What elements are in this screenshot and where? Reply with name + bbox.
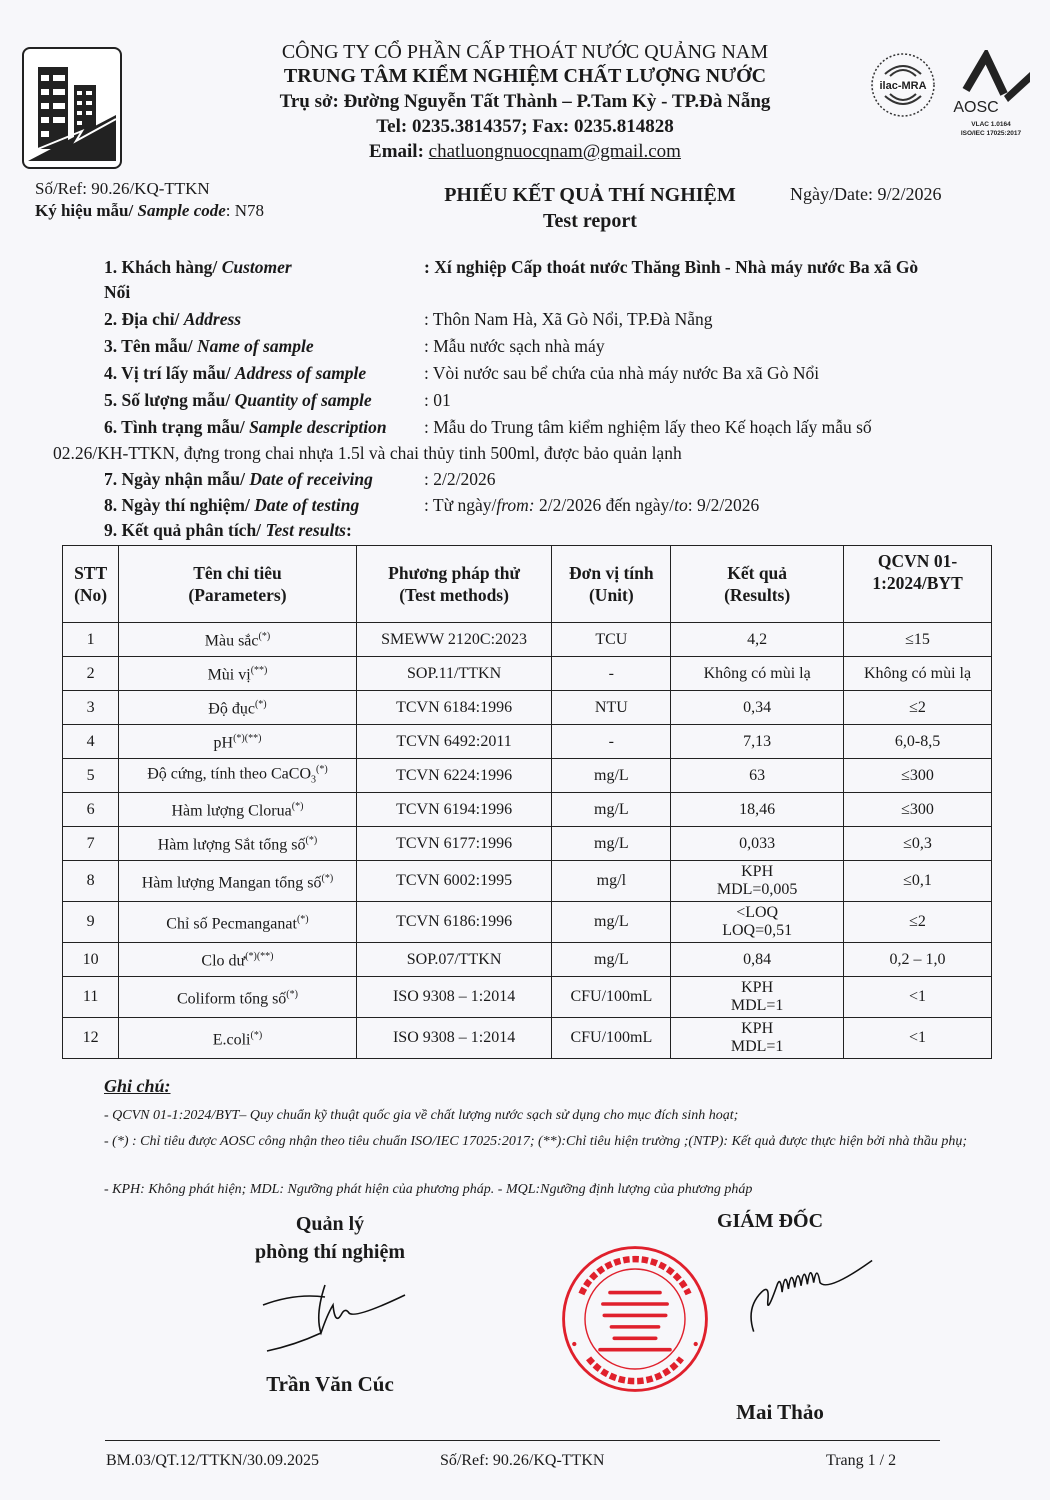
cell-unit: mg/L <box>552 902 671 943</box>
aosc-icon <box>946 50 1036 140</box>
email-label: Email: <box>369 141 424 162</box>
cell-limit: ≤300 <box>844 793 992 827</box>
cell-unit: - <box>552 725 671 759</box>
lab-manager-name: Trần Văn Cúc <box>266 1372 394 1396</box>
cell-parameter: Hàm lượng Mangan tổng số(*) <box>119 861 356 902</box>
sample-code-label-en: Sample code <box>137 201 226 220</box>
lab-manager-signature <box>255 1275 415 1365</box>
header-parameters: Tên chỉ tiêu (Parameters) <box>119 546 356 623</box>
cell-method: ISO 9308 – 1:2014 <box>356 1018 552 1059</box>
header-standard: QCVN 01- 1:2024/BYT <box>844 546 992 623</box>
footer-divider <box>105 1440 940 1441</box>
lab-manager-title: Quản lý phòng thí nghiệm <box>254 1213 406 1263</box>
cell-result: KPH MDL=0,005 <box>671 861 844 902</box>
cell-result: 18,46 <box>671 793 844 827</box>
cell-method: TCVN 6492:2011 <box>356 725 552 759</box>
table-row <box>63 977 992 1018</box>
header-results: Kết quả (Results) <box>671 546 844 623</box>
info-address-value: : Thôn Nam Hà, Xã Gò Nổi, TP.Đà Nẵng <box>424 309 713 329</box>
info-testing-value: : Từ ngày/from: 2/2/2026 đến ngày/to: 9/2/2026 <box>424 495 760 515</box>
cell-result: 0,34 <box>671 691 844 725</box>
cell-parameter: Coliform tổng số(*) <box>119 977 356 1018</box>
footer-page-number: Trang 1 / 2 <box>826 1452 897 1469</box>
cell-no: 12 <box>63 1018 119 1059</box>
table-row <box>63 759 992 793</box>
table-row <box>63 1018 992 1059</box>
cell-parameter: Hàm lượng Sắt tổng số(*) <box>119 827 356 861</box>
cell-parameter: Hàm lượng Clorua(*) <box>119 793 356 827</box>
cell-unit: mg/l <box>552 861 671 902</box>
cell-no: 11 <box>63 977 119 1018</box>
table-row <box>63 827 992 861</box>
cell-no: 1 <box>63 623 119 657</box>
cell-unit: mg/L <box>552 827 671 861</box>
cell-limit: 6,0-8,5 <box>844 725 992 759</box>
cell-parameter: Độ đục(*) <box>119 691 356 725</box>
results-table <box>62 545 992 1059</box>
sample-code-label: Ký hiệu mẫu/ <box>35 201 134 220</box>
cell-parameter: pH(*)(**) <box>119 725 356 759</box>
cell-parameter: Độ cứng, tính theo CaCO$_3$(*) <box>119 759 356 793</box>
info-customer-value: : Xí nghiệp Cấp thoát nước Thăng Bình - Nhà máy nước Ba xã Gò <box>424 257 919 277</box>
company-name: CÔNG TY CỔ PHẦN CẤP THOÁT NƯỚC QUẢNG NAM <box>281 41 769 63</box>
cell-limit: <1 <box>844 977 992 1018</box>
report-date: Ngày/Date: 9/2/2026 <box>790 184 942 204</box>
header-no: STT (No) <box>63 546 119 623</box>
note-item: - (*) : Chỉ tiêu được AOSC công nhận theo tiêu chuẩn ISO/IEC 17025:2017; (**):Chỉ tiêu hiện trường ;(NTP): Kết quả được thực hiện bởi nhà thầu phụ; <box>104 1134 968 1149</box>
cell-limit: ≤0,1 <box>844 861 992 902</box>
cell-unit: TCU <box>552 623 671 657</box>
cell-limit: <1 <box>844 1018 992 1059</box>
iso-label: ISO/IEC 17025:2017 <box>960 130 1022 137</box>
ref-number: Số/Ref: 90.26/KQ-TTKN <box>35 179 210 198</box>
cell-unit: - <box>552 657 671 691</box>
header-unit: Đơn vị tính (Unit) <box>552 546 671 623</box>
director-signature <box>730 1250 880 1350</box>
info-description-label: 6. Tình trạng mẫu/ Sample description <box>104 417 387 437</box>
director-title: GIÁM ĐỐC <box>716 1210 824 1232</box>
cell-parameter: Mùi vị(**) <box>119 657 356 691</box>
cell-limit: ≤2 <box>844 691 992 725</box>
cell-parameter: E.coli(*) <box>119 1018 356 1059</box>
cell-result: 4,2 <box>671 623 844 657</box>
table-row <box>63 902 992 943</box>
company-stamp <box>560 1244 710 1394</box>
header-phone: Tel: 0235.3814357; Fax: 0235.814828 <box>376 116 674 137</box>
info-description-wrap: 02.26/KH-TTKN, đựng trong chai nhựa 1.5l và chai thủy tinh 500ml, được bảo quản lạnh <box>53 443 682 463</box>
footer-form-code: BM.03/QT.12/TTKN/30.09.2025 <box>106 1452 320 1469</box>
director-name: Mai Thảo <box>736 1400 824 1424</box>
vlac-label: VLAC 1.0164 <box>971 121 1011 128</box>
sample-code-value: : N78 <box>225 201 265 220</box>
cell-method: ISO 9308 – 1:2014 <box>356 977 552 1018</box>
header-address: Trụ sở: Đường Nguyễn Tất Thành – P.Tam Kỳ - TP.Đà Nẵng <box>279 91 771 112</box>
cell-result: Không có mùi lạ <box>671 657 844 691</box>
cell-no: 2 <box>63 657 119 691</box>
table-row <box>63 793 992 827</box>
cell-result: KPH MDL=1 <box>671 1018 844 1059</box>
notes-title: Ghi chú: <box>104 1076 171 1096</box>
cell-result: 0,84 <box>671 943 844 977</box>
email-link[interactable]: chatluongnuocqnam@gmail.com <box>428 141 681 162</box>
report-title-en: Test report <box>543 210 637 232</box>
info-customer-label: 1. Khách hàng/ Customer <box>104 257 292 277</box>
cell-no: 9 <box>63 902 119 943</box>
cell-method: TCVN 6224:1996 <box>356 759 552 793</box>
cell-parameter: Clo dư(*)(**) <box>119 943 356 977</box>
footer-ref: Số/Ref: 90.26/KQ-TTKN <box>440 1452 605 1469</box>
header-email-line <box>180 140 870 164</box>
note-item: - KPH: Không phát hiện; MDL: Ngưỡng phát hiện của phương pháp. - MQL:Ngưỡng định lượng của phương pháp <box>104 1182 753 1197</box>
table-row <box>63 943 992 977</box>
info-sample-location-value: : Vòi nước sau bể chứa của nhà máy nước Ba xã Gò Nổi <box>424 363 820 383</box>
cell-limit: ≤0,3 <box>844 827 992 861</box>
company-logo <box>22 47 122 169</box>
building-logo-icon <box>24 49 120 167</box>
info-receiving-value: : 2/2/2026 <box>424 469 496 489</box>
cell-limit: 0,2 – 1,0 <box>844 943 992 977</box>
table-row <box>63 861 992 902</box>
info-results-label: 9. Kết quả phân tích/ Test results: <box>104 520 352 540</box>
cell-no: 7 <box>63 827 119 861</box>
table-row <box>63 725 992 759</box>
info-description-value: : Mẫu do Trung tâm kiểm nghiệm lấy theo Kế hoạch lấy mẫu số <box>424 417 872 437</box>
table-row <box>63 623 992 657</box>
cell-result: KPH MDL=1 <box>671 977 844 1018</box>
info-sample-name-value: : Mẫu nước sạch nhà máy <box>424 336 605 356</box>
cell-no: 8 <box>63 861 119 902</box>
table-header-row <box>63 546 992 623</box>
sample-code-line <box>35 200 264 222</box>
cell-unit: mg/L <box>552 759 671 793</box>
info-sample-location-label: 4. Vị trí lấy mẫu/ Address of sample <box>104 363 367 383</box>
center-name: TRUNG TÂM KIỂM NGHIỆM CHẤT LƯỢNG NƯỚC <box>283 65 767 87</box>
info-receiving-label: 7. Ngày nhận mẫu/ Date of receiving <box>104 469 373 489</box>
cell-method: TCVN 6194:1996 <box>356 793 552 827</box>
cell-result: <LOQ LOQ=0,51 <box>671 902 844 943</box>
ref-block <box>35 178 264 222</box>
cell-unit: mg/L <box>552 943 671 977</box>
cell-no: 5 <box>63 759 119 793</box>
ilac-label: ilac-MRA <box>879 80 927 92</box>
cell-unit: CFU/100mL <box>552 977 671 1018</box>
cell-method: TCVN 6177:1996 <box>356 827 552 861</box>
cell-unit: mg/L <box>552 793 671 827</box>
cell-limit: Không có mùi lạ <box>844 657 992 691</box>
ilac-mra-icon <box>870 52 936 118</box>
cell-no: 4 <box>63 725 119 759</box>
cell-limit: ≤2 <box>844 902 992 943</box>
cell-unit: NTU <box>552 691 671 725</box>
cell-unit: CFU/100mL <box>552 1018 671 1059</box>
info-customer-wrap: Nối <box>104 282 131 302</box>
aosc-logo <box>946 50 1036 140</box>
report-title <box>420 182 760 234</box>
cell-result: 63 <box>671 759 844 793</box>
cell-method: TCVN 6186:1996 <box>356 902 552 943</box>
table-row <box>63 657 992 691</box>
cell-no: 10 <box>63 943 119 977</box>
cell-limit: ≤15 <box>844 623 992 657</box>
info-quantity-value: : 01 <box>424 390 451 410</box>
cell-method: TCVN 6002:1995 <box>356 861 552 902</box>
cell-result: 7,13 <box>671 725 844 759</box>
info-sample-name-label: 3. Tên mẫu/ Name of sample <box>104 336 314 356</box>
info-address-label: 2. Địa chỉ/ Address <box>104 309 242 329</box>
table-row <box>63 691 992 725</box>
cell-method: SOP.11/TTKN <box>356 657 552 691</box>
cell-result: 0,033 <box>671 827 844 861</box>
cell-no: 6 <box>63 793 119 827</box>
report-title-vn: PHIẾU KẾT QUẢ THÍ NGHIỆM <box>444 184 736 206</box>
header-methods: Phương pháp thử (Test methods) <box>356 546 552 623</box>
cell-limit: ≤300 <box>844 759 992 793</box>
cell-no: 3 <box>63 691 119 725</box>
cell-parameter: Chỉ số Pecmanganat(*) <box>119 902 356 943</box>
info-testing-label: 8. Ngày thí nghiệm/ Date of testing <box>104 495 360 515</box>
cell-method: SMEWW 2120C:2023 <box>356 623 552 657</box>
cell-method: SOP.07/TTKN <box>356 943 552 977</box>
ilac-mra-logo <box>870 52 936 118</box>
aosc-label: AOSC <box>953 99 999 116</box>
cell-method: TCVN 6184:1996 <box>356 691 552 725</box>
note-item: - QCVN 01-1:2024/BYT– Quy chuẩn kỹ thuật quốc gia về chất lượng nước sạch sử dụng cho mục đích sinh hoạt; <box>104 1108 739 1123</box>
info-quantity-label: 5. Số lượng mẫu/ Quantity of sample <box>104 390 372 410</box>
cell-parameter: Màu sắc(*) <box>119 623 356 657</box>
